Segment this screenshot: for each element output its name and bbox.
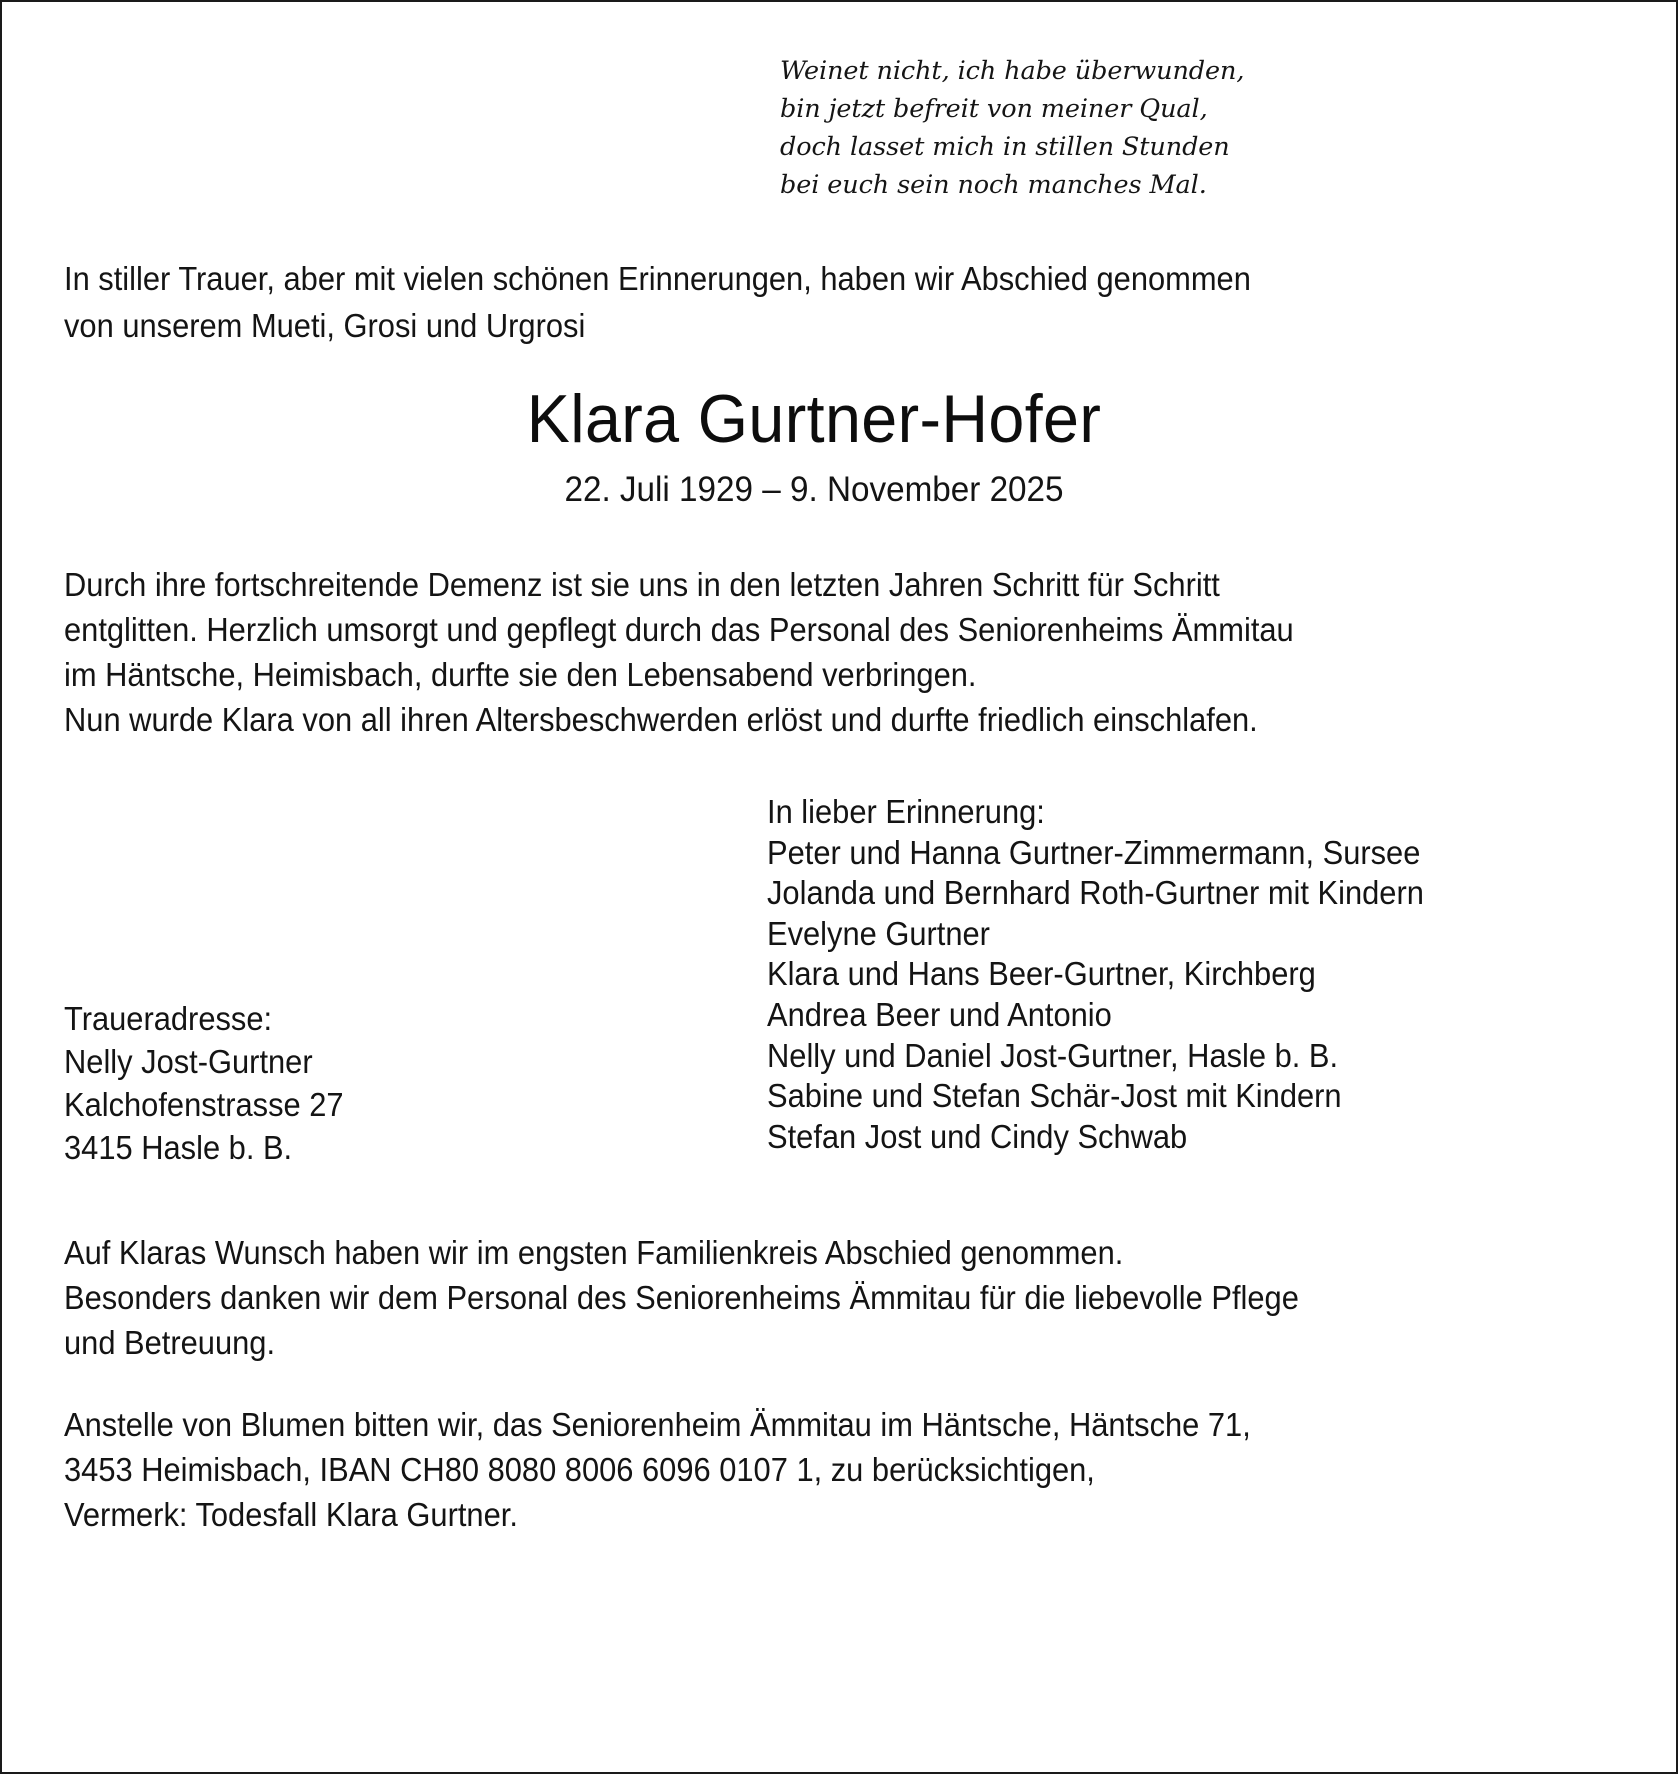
main-paragraph (64, 562, 1429, 742)
verse-line-2: bin jetzt befreit von meiner Qual, (780, 94, 1208, 124)
deceased-dates: 22. Juli 1929 – 9. November 2025 (564, 470, 1064, 509)
main-closing-line: Nun wurde Klara von all ihren Altersbeschwerden erlöst und durfte friedlich einschlafen. (64, 701, 1258, 738)
family-member: Sabine und Stefan Schär-Jost mit Kindern (767, 1077, 1342, 1115)
main-line-1: Durch ihre fortschreitende Demenz ist sie uns in den letzten Jahren Schritt für Schritt (64, 566, 1220, 603)
family-member: Jolanda und Bernhard Roth-Gurtner mit Kindern (767, 874, 1424, 912)
verse-line-3: doch lasset mich in stillen Stunden (780, 132, 1230, 162)
mourning-address-line-1: Nelly Jost-Gurtner (64, 1043, 313, 1080)
family-member: Stefan Jost und Cindy Schwab (767, 1117, 1188, 1155)
donation-line-1: Anstelle von Blumen bitten wir, das Seniorenheim Ämmitau im Häntsche, Häntsche 71, (64, 1406, 1251, 1443)
donation-paragraph (64, 1402, 1448, 1537)
intro-paragraph (64, 255, 1392, 349)
family-member: Evelyne Gurtner (767, 914, 990, 952)
mourning-address-block (64, 997, 625, 1169)
thanks-paragraph (64, 1230, 1448, 1365)
intro-line-2: von unserem Mueti, Grosi und Urgrosi (64, 307, 586, 344)
thanks-line-2: Besonders danken wir dem Personal des Seniorenheims Ämmitau für die liebevolle Pflege (64, 1279, 1299, 1316)
main-line-3: im Häntsche, Heimisbach, durfte sie den Lebensabend verbringen. (64, 656, 977, 693)
donation-line-2: 3453 Heimisbach, IBAN CH80 8080 8006 6096 0107 1, zu berücksichtigen, (64, 1451, 1095, 1488)
memorial-verse (780, 52, 1420, 204)
mourning-address-line-3: 3415 Hasle b. B. (64, 1129, 293, 1166)
thanks-line-3: und Betreuung. (64, 1324, 276, 1361)
verse-line-1: Weinet nicht, ich habe überwunden, (780, 56, 1245, 86)
mourning-address-heading: Traueradresse: (64, 1000, 273, 1037)
main-line-2: entglitten. Herzlich umsorgt und gepflegt durch das Personal des Seniorenheims Ämmitau (64, 611, 1294, 648)
family-heading: In lieber Erinnerung: (767, 793, 1045, 830)
family-member: Andrea Beer und Antonio (767, 995, 1112, 1033)
deceased-name: Klara Gurtner-Hofer (526, 381, 1102, 457)
family-member: Klara und Hans Beer-Gurtner, Kirchberg (767, 955, 1316, 993)
family-member: Nelly und Daniel Jost-Gurtner, Hasle b. B. (767, 1036, 1339, 1074)
donation-line-3: Vermerk: Todesfall Klara Gurtner. (64, 1496, 518, 1533)
intro-line-1: In stiller Trauer, aber mit vielen schönen Erinnerungen, haben wir Abschied genommen (64, 260, 1251, 297)
thanks-line-1: Auf Klaras Wunsch haben wir im engsten Familienkreis Abschied genommen. (64, 1234, 1124, 1271)
mourning-address-line-2: Kalchofenstrasse 27 (64, 1086, 344, 1123)
obituary-content (64, 2, 1620, 1776)
family-block (767, 792, 1543, 1157)
verse-line-4: bei euch sein noch manches Mal. (780, 170, 1207, 200)
family-member: Peter und Hanna Gurtner-Zimmermann, Sursee (767, 833, 1421, 871)
